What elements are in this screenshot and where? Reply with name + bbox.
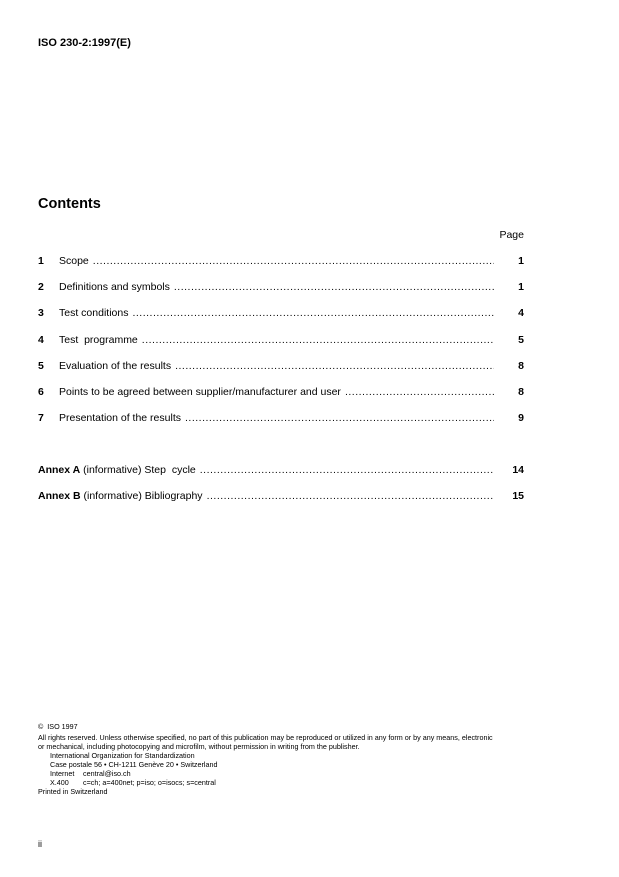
contents-heading: Contents bbox=[38, 196, 101, 212]
internet-label: Internet bbox=[50, 769, 75, 778]
internet-contact bbox=[38, 769, 583, 778]
toc-entry-7[interactable] bbox=[38, 412, 524, 438]
page-column-label: Page bbox=[499, 229, 524, 241]
dot-leader bbox=[174, 281, 494, 293]
x400-address: c=ch; a=400net; p=iso; o=isocs; s=central bbox=[83, 778, 216, 787]
toc-entry-title: Scope bbox=[59, 255, 89, 267]
copyright-footer bbox=[38, 722, 583, 796]
dot-leader bbox=[132, 307, 494, 319]
dot-leader bbox=[93, 255, 494, 267]
dot-leader bbox=[185, 412, 494, 424]
toc-entry-2[interactable] bbox=[38, 281, 524, 307]
annex-entry-a[interactable] bbox=[38, 464, 524, 490]
dot-leader bbox=[142, 334, 494, 346]
toc-entry-3[interactable] bbox=[38, 307, 524, 333]
toc-entry-page: 5 bbox=[518, 333, 524, 346]
internet-address[interactable]: central@iso.ch bbox=[83, 769, 131, 778]
dot-leader bbox=[207, 490, 494, 502]
dot-leader bbox=[200, 464, 494, 476]
toc-entry-1[interactable] bbox=[38, 255, 524, 281]
toc-entry-number: 3 bbox=[38, 307, 44, 320]
toc-entry-page: 1 bbox=[518, 255, 524, 267]
annex-label: Annex B bbox=[38, 490, 81, 503]
toc-entry-title: Test programme bbox=[59, 333, 138, 346]
toc-entry-6[interactable] bbox=[38, 386, 524, 412]
toc-entry-number: 5 bbox=[38, 359, 44, 372]
annex-description: (informative) Bibliography bbox=[80, 490, 203, 503]
toc-entry-page: 8 bbox=[518, 359, 524, 372]
toc-entry-page: 9 bbox=[518, 412, 524, 425]
toc-entry-title: Presentation of the results bbox=[59, 412, 181, 425]
toc-entry-page: 8 bbox=[518, 385, 524, 398]
annex-entry-page: 14 bbox=[512, 464, 524, 476]
toc-entry-title: Points to be agreed between supplier/manufacturer and user bbox=[59, 385, 341, 398]
dot-leader bbox=[345, 386, 494, 398]
toc-entry-5[interactable] bbox=[38, 360, 524, 386]
organization-name: International Organization for Standardization bbox=[50, 751, 195, 760]
toc-entry-page: 4 bbox=[518, 307, 524, 320]
annex-entry-b[interactable] bbox=[38, 490, 524, 516]
annex-entry-title bbox=[38, 464, 196, 476]
toc-entry-number: 2 bbox=[38, 281, 44, 294]
rights-statement-line-2: or mechanical, including photocopying and microfilm, without permission in writing from the publisher. bbox=[38, 742, 360, 751]
toc-entry-title: Test conditions bbox=[59, 307, 129, 320]
dot-leader bbox=[175, 360, 494, 372]
toc-entry-number: 7 bbox=[38, 412, 44, 425]
annex-entry-page: 15 bbox=[512, 490, 524, 503]
toc-entry-title: Evaluation of the results bbox=[59, 359, 172, 372]
printed-in-statement: Printed in Switzerland bbox=[38, 787, 108, 796]
annex-list bbox=[38, 464, 524, 516]
toc-entry-4[interactable] bbox=[38, 334, 524, 360]
toc-entry-title: Definitions and symbols bbox=[59, 281, 170, 294]
table-of-contents bbox=[38, 255, 524, 438]
x400-contact bbox=[38, 778, 583, 787]
document-id: ISO 230-2:1997(E) bbox=[38, 37, 131, 49]
toc-entry-number: 1 bbox=[38, 255, 44, 267]
annex-label: Annex A bbox=[38, 464, 81, 476]
toc-entry-page: 1 bbox=[518, 281, 524, 294]
toc-entry-number: 6 bbox=[38, 385, 44, 398]
page-number: ii bbox=[38, 839, 42, 849]
postal-address: Case postale 56 • CH-1211 Genève 20 • Switzerland bbox=[50, 760, 218, 769]
toc-entry-number: 4 bbox=[38, 333, 44, 346]
annex-entry-title bbox=[38, 490, 203, 502]
copyright-notice: © ISO 1997 bbox=[38, 722, 78, 731]
x400-label: X.400 bbox=[50, 778, 69, 787]
annex-description: (informative) Step cycle bbox=[80, 464, 196, 476]
rights-statement-line-1: All rights reserved. Unless otherwise specified, no part of this publication may be reproduced or utilized in any form or by any means, electronic bbox=[38, 733, 493, 742]
